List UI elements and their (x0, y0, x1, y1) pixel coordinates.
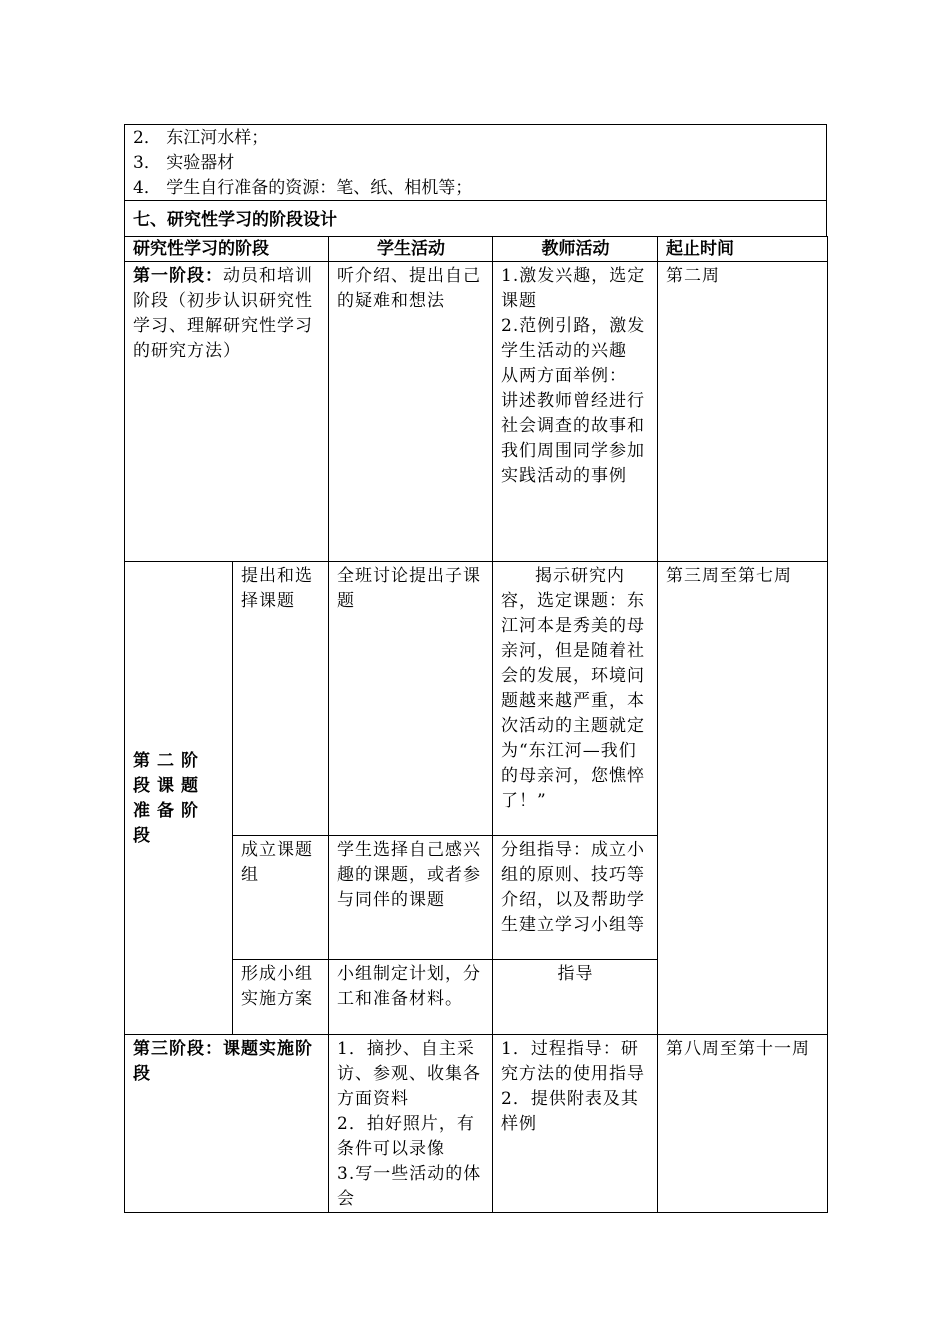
stage-design-table (124, 236, 828, 1213)
stage1-teacher-line: 从两方面举例： (501, 366, 627, 386)
stage3-teacher (493, 1035, 658, 1213)
section-title: 七、研究性学习的阶段设计 (124, 200, 827, 236)
header-time: 起止时间 (658, 237, 828, 262)
resources-list (124, 124, 827, 201)
stage3-time: 第八周至第十一周 (658, 1035, 828, 1213)
stage2-step: 成立课题组 (233, 836, 329, 960)
stage2-student: 全班讨论提出子课题 (329, 562, 493, 836)
stage1-teacher (493, 262, 658, 562)
stage1-desc: 动员和培训阶段（初步认识研究性学习、理解研究性学习的研究方法） (133, 266, 313, 361)
resource-item: 2． 东江河水样； (133, 128, 269, 148)
table-row-stage3 (125, 1035, 828, 1213)
stage2-teacher: 指导 (493, 960, 658, 1035)
stage3-student-line: 2．拍好照片，有条件可以录像 (337, 1114, 475, 1159)
stage2-step: 提出和选择课题 (233, 562, 329, 836)
stage3-teacher-line: 1．过程指导：研究方法的使用指导 (501, 1039, 645, 1084)
table-row-stage2-step1 (125, 562, 828, 836)
stage2-student: 学生选择自己感兴趣的课题，或者参与同伴的课题 (329, 836, 493, 960)
stage1-time: 第二周 (658, 262, 828, 562)
stage1-title: 第一阶段： (133, 266, 223, 286)
stage1-cell (125, 262, 329, 562)
stage2-student: 小组制定计划，分工和准备材料。 (329, 960, 493, 1035)
stage2-teacher: 分组指导：成立小组的原则、技巧等介绍，以及帮助学生建立学习小组等 (493, 836, 658, 960)
resource-item: 3． 实验器材 (133, 153, 235, 173)
table-header-row (125, 237, 828, 262)
stage2-title: 第二阶段课题准备阶段 (125, 562, 233, 1035)
stage2-teacher: 揭示研究内容，选定课题：东江河本是秀美的母亲河，但是随着社会的发展，环境问题越来越严重，本次活动的主题就定为“东江河—我们的母亲河，您憔悴了！” (493, 562, 658, 836)
table-row-stage1 (125, 262, 828, 562)
header-teacher-activity: 教师活动 (493, 237, 658, 262)
stage3-student-line: 3.写一些活动的体会 (337, 1164, 482, 1209)
stage1-student: 听介绍、提出自己的疑难和想法 (329, 262, 493, 562)
header-student-activity: 学生活动 (329, 237, 493, 262)
header-stage: 研究性学习的阶段 (125, 237, 329, 262)
stage3-student (329, 1035, 493, 1213)
stage3-student-line: 1．摘抄、自主采访、参观、收集各方面资料 (337, 1039, 481, 1109)
stage1-teacher-line: 1.激发兴趣，选定课题 (501, 266, 646, 311)
stage3-teacher-line: 2．提供附表及其样例 (501, 1089, 639, 1134)
stage1-teacher-line: 2.范例引路，激发学生活动的兴趣 (501, 316, 646, 361)
stage2-time: 第三周至第七周 (658, 562, 828, 1035)
resource-item: 4． 学生自行准备的资源：笔、纸、相机等； (133, 178, 473, 198)
stage1-teacher-line: 讲述教师曾经进行社会调查的故事和我们周围同学参加实践活动的事例 (501, 391, 645, 486)
stage3-title: 第三阶段：课题实施阶段 (125, 1035, 329, 1213)
stage2-step: 形成小组实施方案 (233, 960, 329, 1035)
